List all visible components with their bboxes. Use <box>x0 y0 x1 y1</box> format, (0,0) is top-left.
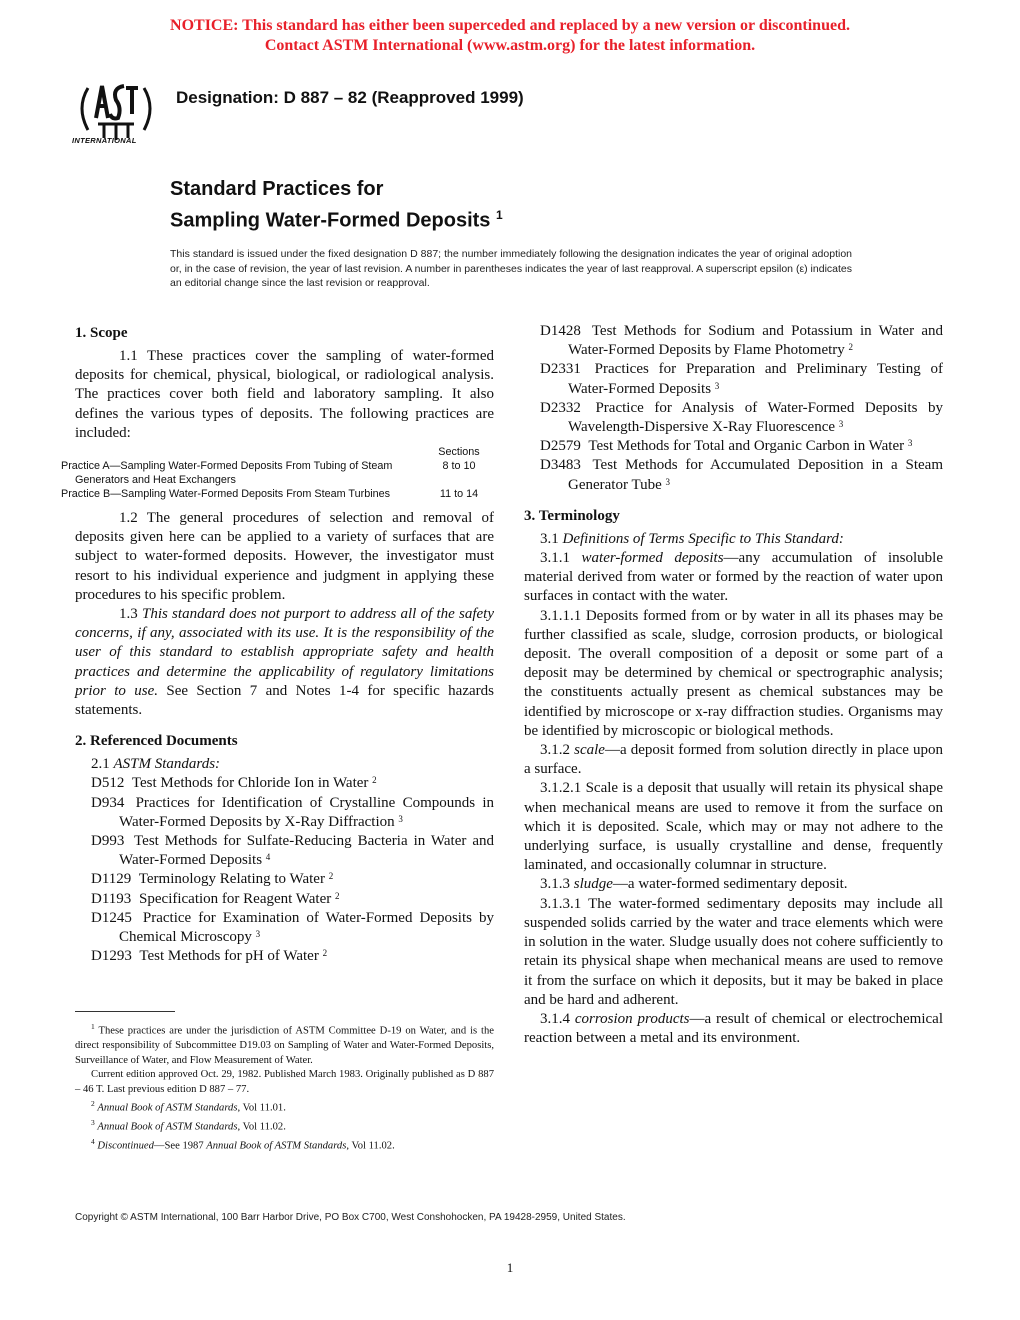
reference-item <box>91 870 494 889</box>
reference-item <box>91 794 494 832</box>
reference-code: D512 <box>91 775 125 792</box>
reference-title: Test Methods for Sulfate-Reducing Bacteria in Water and Water-Formed Deposits <box>119 833 494 869</box>
reference-item <box>540 437 943 456</box>
left-column <box>61 322 495 966</box>
page-number: 1 <box>506 1260 514 1275</box>
definition-scale: —a deposit formed from solution directly in place upon a surface. <box>524 742 944 778</box>
reference-title: Test Methods for Accumulated Deposition in a Steam Generator Tube <box>568 457 943 493</box>
section-heading-referenced: 2. Referenced Documents <box>75 733 238 750</box>
footnote-3-volume: , Vol 11.02. <box>237 1121 286 1133</box>
footnote-ref: 3 <box>398 813 403 824</box>
footnote-4-status: Discontinued <box>97 1140 154 1152</box>
reference-code: D1245 <box>91 909 132 926</box>
footnotes <box>75 1020 494 1154</box>
paragraph-1-3-rest: See Section 7 and Notes 1-4 for specific hazards statements. <box>75 682 494 719</box>
reference-title: Test Methods for pH of Water <box>139 948 319 965</box>
footnote-1-number: 1 <box>91 1022 95 1031</box>
footnote-ref: 2 <box>372 775 377 786</box>
paragraph-1-3 <box>75 605 494 720</box>
paragraph-1-3-number: 1.3 <box>119 606 138 623</box>
reference-item <box>540 360 943 398</box>
footnote-4-see: —See 1987 <box>153 1140 207 1152</box>
practice-b-name: Practice B—Sampling Water-Formed Deposits From Steam Turbines <box>61 488 391 501</box>
reference-title: Practices for Preparation and Preliminary Testing of Water-Formed Deposits <box>568 361 944 397</box>
reference-list-right <box>524 322 943 495</box>
title-line-2 <box>170 202 503 234</box>
reference-title: Practice for Analysis of Water-Formed Deposits by Wavelength-Dispersive X-Ray Fluorescence <box>568 399 944 436</box>
footnote-3-title: Annual Book of ASTM Standards <box>97 1121 238 1133</box>
reference-title: Test Methods for Sodium and Potassium in Water and Water-Formed Deposits by Flame Photometry <box>568 323 943 359</box>
reference-item <box>91 774 494 793</box>
footnote-3 <box>75 1116 494 1135</box>
term-corrosion-products: corrosion products <box>574 1010 690 1027</box>
practice-a-sections: 8 to 10 <box>442 460 476 473</box>
footnote-ref: 3 <box>255 929 261 940</box>
footnote-4-number: 4 <box>91 1137 95 1147</box>
paragraph-3-1-number: 3.1 <box>540 530 559 547</box>
reference-title: Practice for Examination of Water-Formed Deposits by Chemical Microscopy <box>119 909 494 946</box>
reference-item <box>540 399 943 437</box>
document-title <box>170 176 503 234</box>
footnote-ref: 3 <box>665 476 670 487</box>
reference-code: D1293 <box>91 948 132 965</box>
copyright-line: Copyright © ASTM International, 100 Barr Harbor Drive, PO Box C700, West Conshohocken, PA 19428-2959, United States. <box>75 1212 626 1223</box>
reference-code: D1129 <box>91 871 132 888</box>
section-heading-scope: 1. Scope <box>75 325 128 341</box>
paragraph-3-1-2-number: 3.1.2 <box>540 742 570 759</box>
practices-table <box>61 445 494 501</box>
paragraph-3-1-4 <box>524 1010 943 1048</box>
notice-line-2: Contact ASTM International (www.astm.org) for the latest information. <box>264 37 756 54</box>
paragraph-2-1 <box>75 755 494 774</box>
supersede-notice <box>0 16 1020 56</box>
footnote-ref: 2 <box>328 871 334 882</box>
paragraph-3-1-4-number: 3.1.4 <box>540 1010 570 1027</box>
reference-title: Terminology Relating to Water <box>138 871 325 888</box>
paragraph-3-1-3 <box>524 875 943 894</box>
term-water-formed-deposits: water-formed deposits <box>581 550 724 567</box>
paragraph-3-1-1-1: 3.1.1.1 Deposits formed from or by water in all its phases may be further classified as scale, sludge, corrosion products, or biological deposit. The overall composition of a deposit or some part of a deposit may be determined by chemical or spectrographic analysis; the constituents actually present as chemical substances may be identified by microscope or x-ray diffraction studies. Organisms may be identified by microscopic or biological methods. <box>524 607 943 739</box>
term-scale: scale <box>574 742 605 759</box>
footnote-1 <box>75 1020 494 1068</box>
definitions-label: Definitions of Terms Specific to This Standard: <box>562 530 844 547</box>
footnote-ref: 2 <box>334 890 340 901</box>
reference-code: D1428 <box>540 323 581 339</box>
astm-standards-label: ASTM Standards: <box>113 756 221 773</box>
reference-code: D934 <box>91 794 125 811</box>
reference-item <box>91 832 494 870</box>
logo-international-text: INTERNATIONAL <box>72 136 137 145</box>
paragraph-3-1-3-number: 3.1.3 <box>540 876 570 893</box>
definition-water-formed-deposits: —any accumulation of insoluble material derived from water or formed by the reaction of water upon surfaces in contact with the water. <box>524 550 944 605</box>
footnote-4-volume: , Vol 11.02. <box>346 1140 395 1152</box>
footnote-4-title: Annual Book of ASTM Standards <box>206 1140 347 1152</box>
standard-abstract: This standard is issued under the fixed designation D 887; the number immediately following the designation indicates the year of original adoption or, in the case of revision, the year of last revision. A number in parentheses indicates the year of last reapproval. A superscript epsilon (ε) indicates an editorial change since the last revision or reapproval. <box>170 248 852 289</box>
paragraph-1-1: 1.1 These practices cover the sampling of water-formed deposits for chemical, physical, biological, or radiological analysis. The practices cover both field and laboratory sampling. It also defines the various types of deposits. The following practices are included: <box>75 348 494 441</box>
reference-code: D993 <box>91 833 125 850</box>
paragraph-1-2: 1.2 The general procedures of selection and removal of deposits given here can be applied to a variety of surfaces that are subject to water-formed deposits. However, the investigator must resort to his individual experience and judgment in applying these procedures to his specific problem. <box>75 510 494 603</box>
reference-list-left <box>75 774 494 966</box>
reference-item <box>540 322 943 360</box>
footnote-ref: 2 <box>322 948 328 959</box>
safety-caveat: This standard does not purport to address all of the safety concerns, if any, associated with its use. It is the responsibility of the user of this standard to establish appropriate safety and health practices and determine the applicability of regulatory limitations prior to use. <box>75 606 495 699</box>
footnote-ref: 3 <box>907 438 913 449</box>
footnote-2 <box>75 1097 494 1116</box>
paragraph-3-1 <box>524 530 943 549</box>
footnote-4 <box>75 1135 494 1154</box>
title-footnote-ref: 1 <box>495 208 503 222</box>
footnote-ref: 4 <box>265 852 271 863</box>
reference-item <box>91 947 494 966</box>
footnote-2-title: Annual Book of ASTM Standards <box>97 1102 238 1114</box>
reference-code: D2331 <box>540 361 581 378</box>
footnote-2-number: 2 <box>91 1099 95 1109</box>
footnote-2-volume: , Vol 11.01. <box>237 1102 286 1114</box>
paragraph-3-1-2 <box>524 741 943 779</box>
designation: Designation: D 887 – 82 (Reapproved 1999) <box>176 88 524 107</box>
paragraph-2-1-number: 2.1 <box>91 756 110 773</box>
paragraph-3-1-2-1: 3.1.2.1 Scale is a deposit that usually will retain its physical shape when mechanical means are used to remove it from the surface on which it is deposited. Scale, which may or may not adhere to the underlying surface, is usually crystalline and dense, frequently laminated, and occasionally columnar in structure. <box>524 780 943 874</box>
paragraph-3-1-1-number: 3.1.1 <box>540 550 570 567</box>
reference-item <box>91 909 494 947</box>
table-row <box>75 487 494 501</box>
practice-a-name: Practice A—Sampling Water-Formed Deposits From Tubing of Steam Generators and Heat Exchangers <box>61 460 393 487</box>
reference-title: Specification for Reagent Water <box>139 890 332 907</box>
right-column <box>524 322 943 1048</box>
reference-code: D1193 <box>91 890 132 907</box>
reference-code: D2332 <box>540 399 581 416</box>
reference-title: Practices for Identification of Crystalline Compounds in Water-Formed Deposits by X-Ray Diffraction <box>119 794 494 830</box>
reference-code: D3483 <box>540 457 581 474</box>
practices-table-header <box>75 445 494 459</box>
footnote-divider <box>75 1011 175 1012</box>
definition-sludge: —a water-formed sedimentary deposit. <box>612 876 848 893</box>
reference-item <box>540 456 943 494</box>
reference-title: Test Methods for Total and Organic Carbon in Water <box>588 438 905 455</box>
reference-title: Test Methods for Chloride Ion in Water <box>131 775 369 792</box>
notice-line-1: NOTICE: This standard has either been superceded and replaced by a new version or discontinued. <box>170 17 850 34</box>
paragraph-3-1-1 <box>524 549 943 607</box>
title-line-1: Standard Practices for <box>170 178 384 200</box>
footnote-ref: 3 <box>714 380 720 391</box>
paragraph-3-1-3-1: 3.1.3.1 The water-formed sedimentary deposits may include all suspended solids carried by the water and trace elements which were in solution in the water. Sludge usually does not cohere sufficiently to retain its physical shape when mechanical means are used to remove it from the surface on which it deposits, but it may be baked in place and be hard and adherent. <box>524 895 943 1008</box>
title-line-2-text: Sampling Water-Formed Deposits <box>170 209 491 232</box>
footnote-3-number: 3 <box>91 1118 95 1128</box>
reference-code: D2579 <box>540 438 581 455</box>
footnote-1-text: These practices are under the jurisdiction of ASTM Committee D-19 on Water, and is the direct responsibility of Subcommittee D19.03 on Sampling of Water and Water-Formed Deposits, Surveillance of Water, and Flow Measurement of Water. <box>75 1025 494 1066</box>
footnote-ref: 3 <box>838 419 844 430</box>
definition-corrosion-products: —a result of chemical or electrochemical reaction between a metal and its environment. <box>524 1010 944 1047</box>
table-row <box>75 459 494 487</box>
footnote-ref: 2 <box>848 342 854 353</box>
footnote-1-continued: Current edition approved Oct. 29, 1982. Published March 1983. Originally published as D 887 – 46 T. Last previous edition D 887 – 77. <box>75 1069 494 1095</box>
sections-header: Sections <box>438 446 480 459</box>
practice-b-sections: 11 to 14 <box>439 488 479 501</box>
reference-item <box>91 890 494 909</box>
section-heading-terminology: 3. Terminology <box>524 507 620 524</box>
term-sludge: sludge <box>573 876 613 893</box>
